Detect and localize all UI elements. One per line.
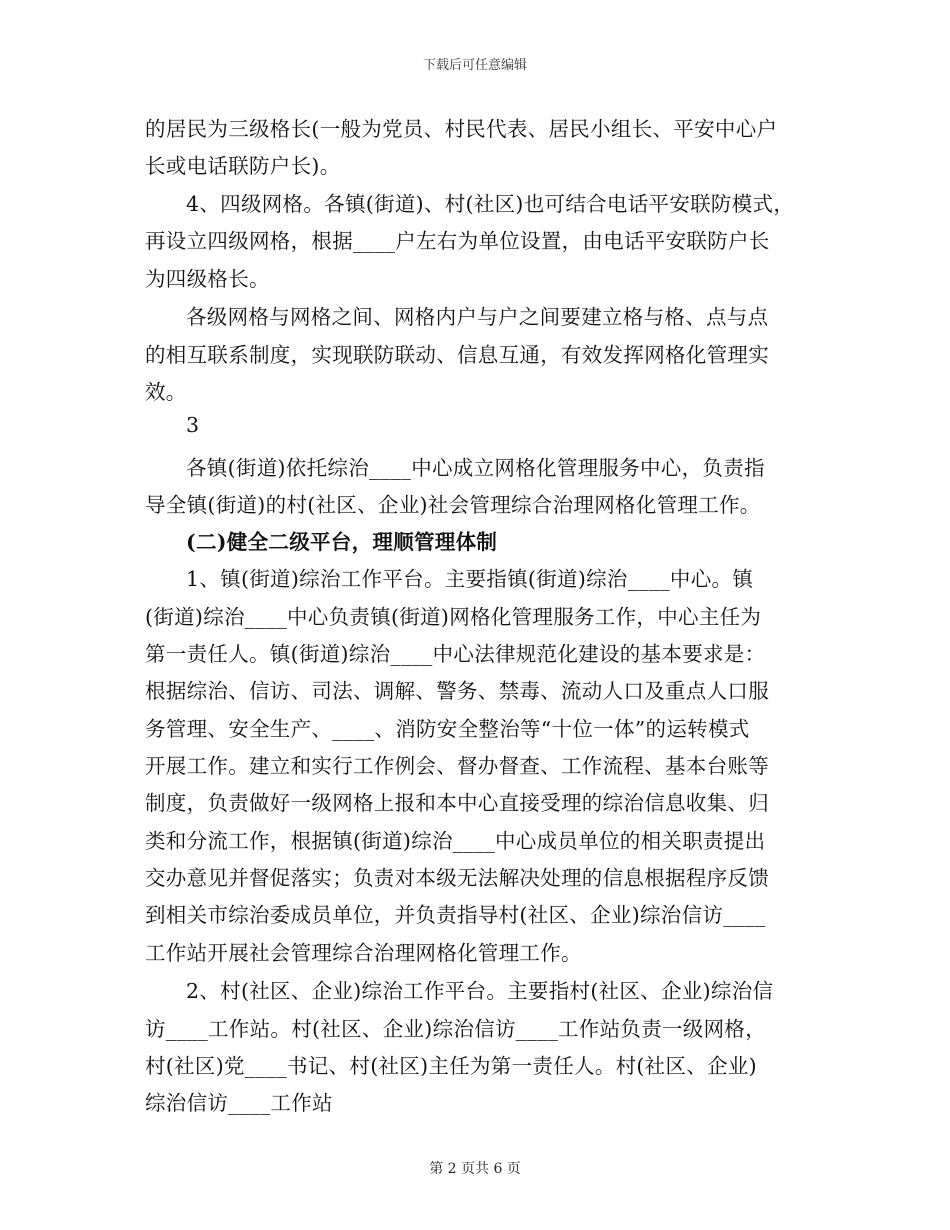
section-number: 3: [186, 413, 200, 437]
text-line: 类和分流工作，根据镇(街道)综治____中心成员单位的相关职责提出: [145, 829, 766, 853]
text-line: 再设立四级网格，根据____户左右为单位设置，由电话平安联防户长: [145, 229, 770, 253]
text-line: 的相互联系制度，实现联防联动、信息互通，有效发挥网格化管理实: [145, 343, 769, 367]
text-line: 到相关市综治委成员单位，并负责指导村(社区、企业)综治信访____: [145, 903, 766, 927]
text-line: 工作站开展社会管理综合治理网格化管理工作。: [145, 941, 582, 965]
text-line: 效。: [145, 380, 187, 404]
text-line: 务管理、安全生产、____、消防安全整治等“十位一体”的运转模式: [145, 717, 750, 741]
text-line: 2、村(社区、企业)综治工作平台。主要指村(社区、企业)综治信: [186, 979, 774, 1003]
text-line: 交办意见并督促落实；负责对本级无法解决处理的信息根据程序反馈: [145, 866, 769, 890]
text-line: 综治信访____工作站: [145, 1091, 333, 1115]
text-line: 的居民为三级格长(一般为党员、村民代表、居民小组长、平安中心户: [145, 117, 778, 141]
text-line: 访____工作站。村(社区、企业)综治信访____工作站负责一级网格，: [145, 1017, 766, 1041]
section-heading: (二)健全二级平台，理顺管理体制: [186, 530, 498, 554]
text-line: 第一责任人。镇(街道)综治____中心法律规范化建设的基本要求是：: [145, 642, 766, 666]
text-line: 各镇(街道)依托综治____中心成立网格化管理服务中心，负责指: [186, 456, 765, 480]
text-line: 导全镇(街道)的村(社区、企业)社会管理综合治理网格化管理工作。: [145, 493, 761, 517]
text-line: 各级网格与网格之间、网格内户与户之间要建立格与格、点与点: [186, 305, 769, 329]
text-line: 制度，负责做好一级网格上报和本中心直接受理的综治信息收集、归: [145, 791, 769, 815]
text-line: 为四级格长。: [145, 267, 270, 291]
text-line: 开展工作。建立和实行工作例会、督办督查、工作流程、基本台账等: [145, 754, 769, 778]
page-footer: 第 2 页共 6 页: [429, 1161, 521, 1177]
text-line: 根据综治、信访、司法、调解、警务、禁毒、流动人口及重点人口服: [145, 679, 769, 703]
text-line: 1、镇(街道)综治工作平台。主要指镇(街道)综治____中心。镇: [186, 567, 754, 591]
text-line: (街道)综治____中心负责镇(街道)网格化管理服务工作，中心主任为: [145, 605, 762, 629]
text-line: 4、四级网格。各镇(街道)、村(社区)也可结合电话平安联防模式，: [186, 192, 795, 216]
page-header: 下载后可任意编辑: [422, 58, 527, 73]
text-line: 长或电话联防户长)。: [145, 154, 341, 178]
text-line: 村(社区)党____书记、村(社区)主任为第一责任人。村(社区、企业): [145, 1054, 757, 1078]
